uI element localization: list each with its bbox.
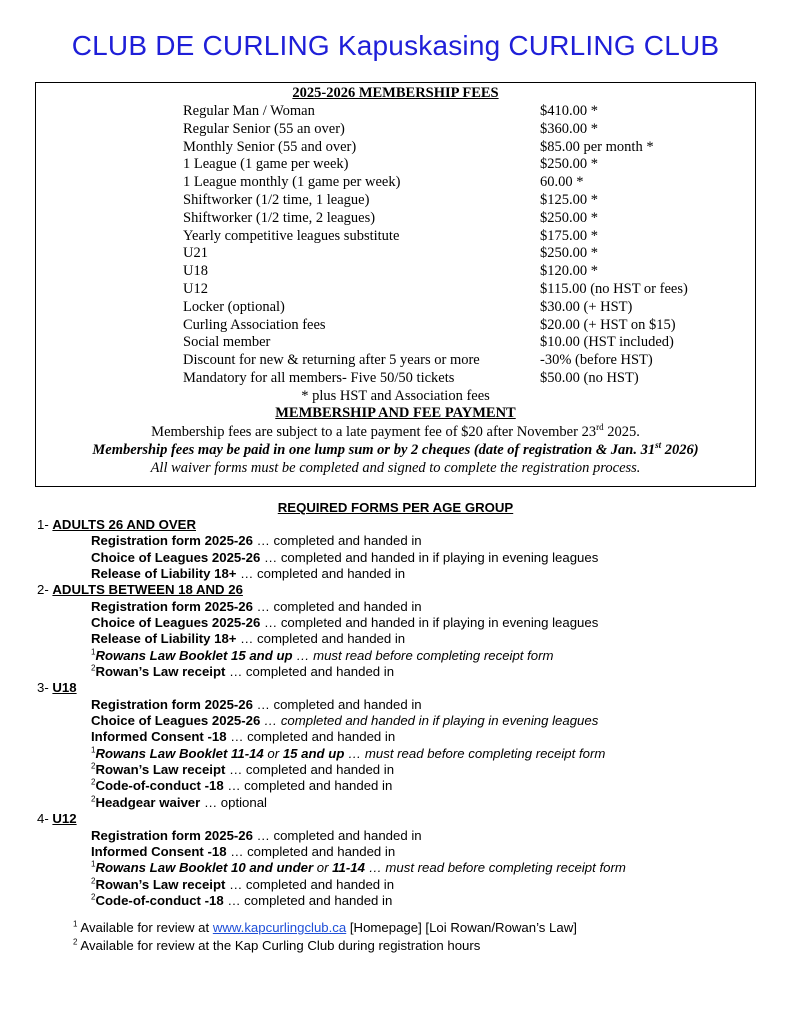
fee-row — [36, 227, 755, 245]
fee-price: $30.00 (+ HST) — [540, 298, 633, 315]
required-form-item: $^1$Rowans Law Booklet 11-14 or 15 and up … must read before completing receipt form — [91, 745, 606, 761]
fee-row — [36, 173, 755, 191]
fee-label: Curling Association fees — [183, 316, 326, 333]
required-form-item: Registration form 2025-26 … completed and handed in — [91, 828, 422, 843]
fee-row — [36, 369, 755, 387]
fee-label: Regular Man / Woman — [183, 103, 315, 119]
fee-label: Locker (optional) — [183, 298, 285, 315]
cheques-note: Membership fees may be paid in one lump sum or by 2 cheques (date of registration & Jan. 31st 2026) — [92, 440, 699, 458]
fee-label: Discount for new & returning after 5 years or more — [183, 352, 480, 369]
fee-label: 1 League monthly (1 game per week) — [183, 174, 401, 191]
waiver-note: All waiver forms must be completed and signed to complete the registration process. — [150, 460, 641, 476]
fee-price: $10.00 (HST included) — [540, 334, 674, 351]
fee-price: $115.00 (no HST or fees) — [540, 281, 688, 297]
fee-price: $175.00 * — [540, 227, 598, 244]
required-form-item: Registration form 2025-26 … completed and handed in — [91, 599, 422, 614]
fee-label: Social member — [183, 334, 271, 351]
footnote-2: $^2$ Available for review at the Kap Curling Club during registration hours — [73, 937, 481, 953]
required-form-item: Release of Liability 18+ … completed and handed in — [91, 631, 406, 646]
fee-price: $125.00 * — [540, 192, 598, 208]
required-form-item: Registration form 2025-26 … completed and handed in — [91, 533, 422, 548]
fee-label: U12 — [183, 281, 208, 297]
fee-label: Shiftworker (1/2 time, 2 leagues) — [183, 209, 376, 226]
club-title: CLUB DE CURLING Kapuskasing CURLING CLUB — [71, 30, 720, 61]
forms-heading: REQUIRED FORMS PER AGE GROUP — [277, 500, 514, 515]
payment-heading: MEMBERSHIP AND FEE PAYMENT — [275, 405, 516, 421]
age-group-heading: 3- U18 — [37, 680, 77, 695]
fee-row — [36, 262, 755, 280]
fee-row — [36, 351, 755, 369]
required-form-item: $^2$Rowan’s Law receipt … completed and handed in — [91, 876, 395, 892]
age-group-heading: 2- ADULTS BETWEEN 18 AND 26 — [37, 582, 243, 597]
fee-price: $120.00 * — [540, 263, 598, 280]
required-form-item: Choice of Leagues 2025-26 … completed and handed in if playing in evening leagues — [91, 713, 599, 728]
fee-label: U21 — [183, 245, 208, 262]
fee-row — [36, 102, 755, 120]
fee-price: 60.00 * — [540, 174, 584, 191]
fee-label: Regular Senior (55 an over) — [183, 120, 345, 137]
fee-label: Monthly Senior (55 and over) — [183, 138, 357, 155]
fees-box — [35, 82, 756, 487]
required-form-item: $^1$Rowans Law Booklet 15 and up … must read before completing receipt form — [91, 647, 554, 663]
required-form-item: $^2$Rowan’s Law receipt … completed and handed in — [91, 761, 395, 777]
required-form-item: $^2$Code-of-conduct -18 … completed and handed in — [91, 892, 393, 908]
required-form-item: Informed Consent -18 … completed and handed in — [91, 729, 396, 744]
fee-price: $360.00 * — [540, 120, 598, 137]
fee-row — [36, 333, 755, 351]
fee-label: 1 League (1 game per week) — [183, 156, 349, 173]
required-form-item: $^2$Code-of-conduct -18 … completed and handed in — [91, 777, 393, 793]
required-form-item: $^2$Rowan’s Law receipt … completed and handed in — [91, 663, 395, 679]
fee-label: Mandatory for all members- Five 50/50 tickets — [183, 370, 455, 386]
fee-label: Shiftworker (1/2 time, 1 league) — [183, 192, 370, 208]
fees-heading: 2025-2026 MEMBERSHIP FEES — [292, 85, 499, 101]
fee-row — [36, 138, 755, 156]
fee-row — [36, 244, 755, 262]
required-form-item: Release of Liability 18+ … completed and handed in — [91, 566, 406, 581]
fee-row — [36, 280, 755, 298]
fee-label: U18 — [183, 263, 208, 280]
footnote-1: $^1$ Available for review at www.kapcurlingclub.ca [Homepage] [Loi Rowan/Rowan’s Law] — [73, 919, 577, 935]
fee-row — [36, 209, 755, 227]
fee-label: Yearly competitive leagues substitute — [183, 227, 400, 244]
fee-price: -30% (before HST) — [540, 352, 653, 369]
fee-price: $250.00 * — [540, 209, 598, 226]
required-form-item: Choice of Leagues 2025-26 … completed and handed in if playing in evening leagues — [91, 550, 599, 565]
age-group-heading: 4- U12 — [37, 811, 77, 826]
required-form-item: Choice of Leagues 2025-26 … completed and handed in if playing in evening leagues — [91, 615, 599, 630]
fee-price: $250.00 * — [540, 156, 598, 173]
required-form-item: Informed Consent -18 … completed and handed in — [91, 844, 396, 859]
fee-price: $20.00 (+ HST on $15) — [540, 316, 676, 333]
fee-price: $85.00 per month * — [540, 138, 654, 155]
age-group-heading: 1- ADULTS 26 AND OVER — [37, 517, 197, 532]
plus-hst-note: * plus HST and Association fees — [301, 388, 490, 404]
required-form-item: $^1$Rowans Law Booklet 10 and under or 11-14 … must read before completing receipt form — [91, 859, 626, 875]
fee-price: $410.00 * — [540, 103, 598, 119]
fee-row — [36, 316, 755, 334]
fee-row — [36, 120, 755, 138]
required-form-item: $^2$Headgear waiver … optional — [91, 794, 267, 810]
fee-row — [36, 155, 755, 173]
fee-row — [36, 298, 755, 316]
fee-price: $50.00 (no HST) — [540, 370, 639, 386]
required-form-item: Registration form 2025-26 … completed and handed in — [91, 697, 422, 712]
fee-row — [36, 191, 755, 209]
late-fee-note: Membership fees are subject to a late payment fee of $20 after November 23rd 2025. — [151, 422, 640, 440]
fee-price: $250.00 * — [540, 245, 598, 262]
club-website-link[interactable]: www.kapcurlingclub.ca — [212, 920, 347, 935]
